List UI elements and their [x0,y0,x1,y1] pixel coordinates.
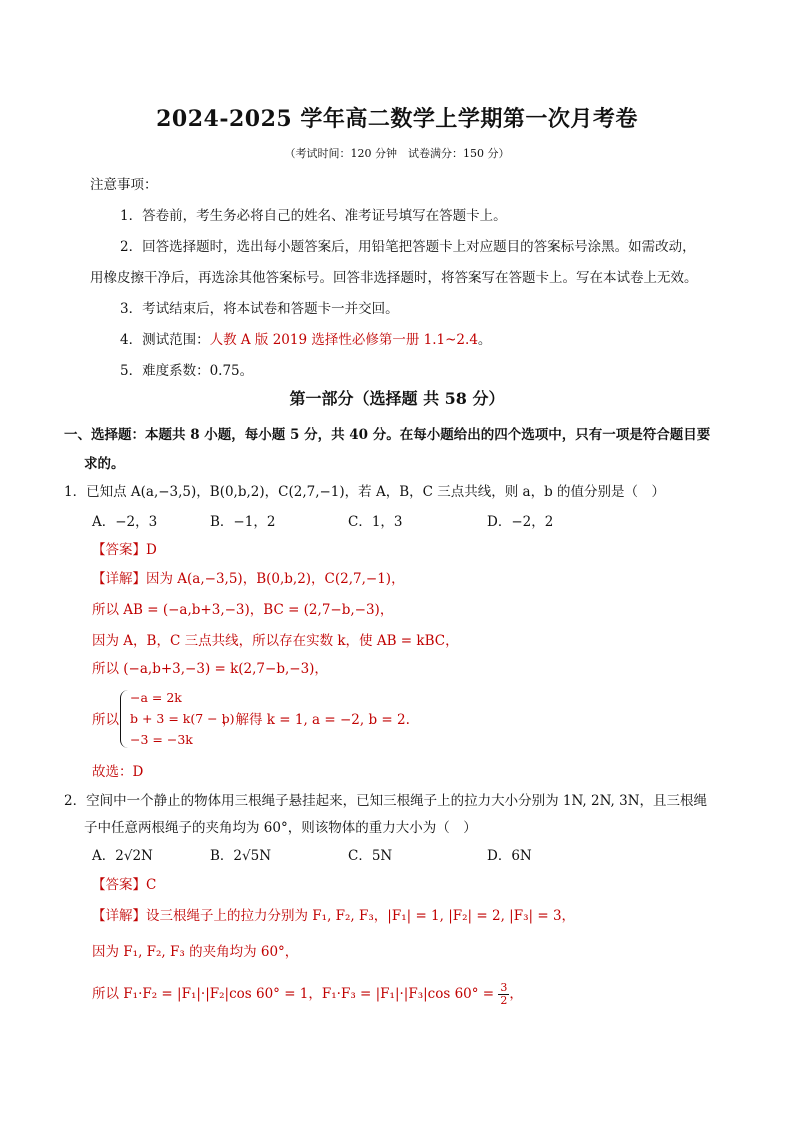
notice-item-2a: 2．回答选择题时，选出每小题答案后，用铅笔把答题卡上对应题目的答案标号涂黑。如需改动， [120,239,696,255]
test-range: 人教 A 版 2019 选择性必修第一册 1.1~2.4 [209,332,478,348]
notice-item-1: 1．答卷前，考生务必将自己的姓名、准考证号填写在答题卡上。 [120,208,507,224]
notice-item-4: 4．测试范围：人教 A 版 2019 选择性必修第一册 1.1~2.4。 [120,332,492,348]
page-title: 2024-2025 学年高二数学上学期第一次月考卷 [156,106,638,132]
part1-intro-a: 一、选择题：本题共 8 小题，每小题 5 分，共 40 分。在每小题给出的四个选项中，只有一项是符合题目要 [64,427,711,443]
q1-option-c: C．1，3 [348,514,403,530]
q1-detail-4: 所以 (−a,b+3,−3) = k(2,7−b,−3)， [92,661,328,677]
notice-heading: 注意事项： [90,177,158,193]
q2-answer: 【答案】C [92,877,157,893]
q2-detail-1: 【详解】设三根绳子上的拉力分别为 F₁, F₂, F₃，|F₁| = 1, |F₂| = 2, |F₃| = 3， [92,908,576,924]
q1-answer: 【答案】D [92,542,157,558]
q2-detail-2: 因为 F₁, F₂, F₃ 的夹角均为 60°， [92,944,299,960]
q1-option-a: A．−2，3 [92,514,158,530]
fraction-three-halves: $\frac{3}{2}$ [500,981,508,1007]
q2-stem-b: 子中任意两根绳子的夹角均为 60°，则该物体的重力大小为（ ） [84,820,477,836]
system-eq-3: −3 = −3k [130,732,193,747]
notice-item-2b: 用橡皮擦干净后，再选涂其他答案标号。回答非选择题时，将答案写在答题卡上。写在本试卷上无效。 [90,270,698,286]
q1-detail-5-suffix: ，解得 k = 1, a = −2, b = 2. [222,712,410,728]
system-eq-1: −a = 2k [130,690,182,705]
q2-option-a: A．2√2N [92,848,153,864]
q1-detail-3: 因为 A，B，C 三点共线，所以存在实数 k，使 AB = kBC， [92,633,459,649]
q1-stem: 1．已知点 A(a,−3,5)，B(0,b,2)，C(2,7,−1)，若 A，B，C 三点共线，则 a，b 的值分别是（ ） [64,484,666,500]
q1-option-d: D．−2，2 [487,514,554,530]
q2-detail-3: 所以 F₁·F₂ = |F₁|·|F₂|cos 60° = 1，F₁·F₃ = |F₁|·|F₃|cos 60° = $\frac{3}{2}$ ， [92,981,523,1007]
part1-intro-b: 求的。 [84,456,125,472]
exam-info: （考试时间：120 分钟 试卷满分：150 分） [284,147,510,160]
q1-detail-1: 【详解】因为 A(a,−3,5)，B(0,b,2)，C(2,7,−1)， [92,571,405,587]
notice-item-5: 5．难度系数：0.75。 [120,363,254,379]
q1-detail-2: 所以 AB = (−a,b+3,−3)，BC = (2,7−b,−3)， [92,602,394,618]
q1-detail-5-prefix: 所以 [92,712,119,728]
q1-conclusion: 故选：D [92,764,144,780]
q1-option-b: B．−1，2 [210,514,276,530]
q2-option-b: B．2√5N [210,848,272,864]
q2-option-c: C．5N [348,848,393,864]
notice-item-3: 3．考试结束后，将本试卷和答题卡一并交回。 [120,301,399,317]
system-eq-2: b + 3 = k(7 − b) [130,711,235,726]
q2-option-d: D．6N [487,848,532,864]
q2-stem-a: 2．空间中一个静止的物体用三根绳子悬挂起来，已知三根绳子上的拉力大小分别为 1N, 2N, 3N，且三根绳 [64,793,708,809]
section-title: 第一部分（选择题 共 58 分） [289,389,505,408]
